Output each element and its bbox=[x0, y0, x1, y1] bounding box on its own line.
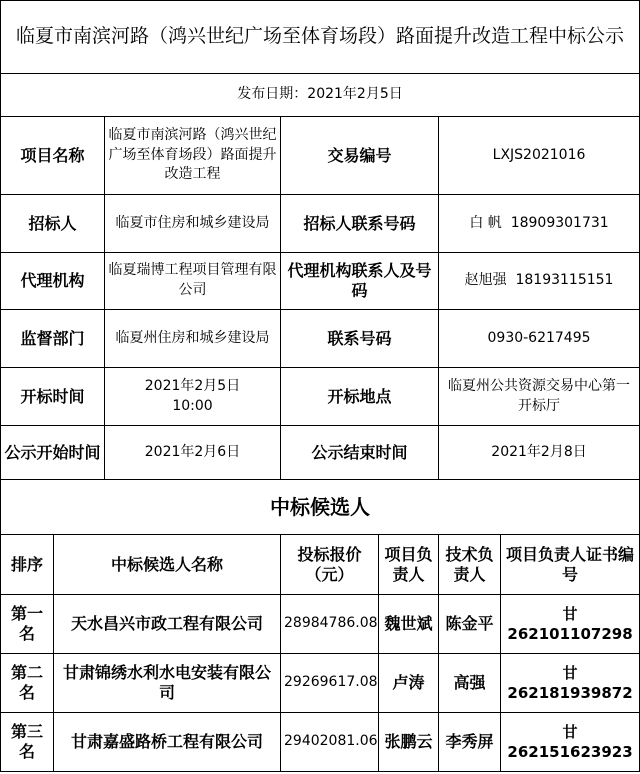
tenderer-label: 招标人 bbox=[1, 195, 105, 253]
open-time-label: 开标时间 bbox=[1, 368, 105, 426]
col-candidate-name: 中标候选人名称 bbox=[54, 535, 281, 595]
candidate-cert-text: 甘262101107298 bbox=[507, 605, 633, 643]
tenderer-value: 临夏市住房和城乡建设局 bbox=[105, 195, 281, 253]
publish-date: 发布日期：2021年2月5日 bbox=[1, 74, 640, 117]
agency-contact-label: 代理机构联系人及号码 bbox=[281, 253, 439, 310]
notice-start-label: 公示开始时间 bbox=[1, 426, 105, 480]
candidate-cert bbox=[501, 595, 640, 654]
tenderer-contact-label: 招标人联系号码 bbox=[281, 195, 439, 253]
candidate-pm: 张鹏云 bbox=[379, 713, 439, 772]
supervisor-label: 监督部门 bbox=[1, 310, 105, 368]
candidate-rank: 第一名 bbox=[1, 595, 54, 654]
trade-no-value: LXJS2021016 bbox=[439, 117, 640, 195]
col-project-manager: 项目负责人 bbox=[379, 535, 439, 595]
phone-label: 联系号码 bbox=[281, 310, 439, 368]
candidate-cert-text: 甘262181939872 bbox=[507, 664, 633, 702]
candidates-title: 中标候选人 bbox=[1, 480, 640, 535]
open-place-label: 开标地点 bbox=[281, 368, 439, 426]
trade-no-label: 交易编号 bbox=[281, 117, 439, 195]
agency-label: 代理机构 bbox=[1, 253, 105, 310]
notice-start-value: 2021年2月6日 bbox=[105, 426, 281, 480]
candidate-tech: 陈金平 bbox=[439, 595, 501, 654]
open-time-value: 2021年2月5日 10:00 bbox=[105, 368, 281, 426]
candidate-rank: 第二名 bbox=[1, 654, 54, 713]
candidate-tech: 高强 bbox=[439, 654, 501, 713]
candidate-cert bbox=[501, 713, 640, 772]
candidate-pm: 魏世斌 bbox=[379, 595, 439, 654]
project-name-value: 临夏市南滨河路（鸿兴世纪广场至体育场段）路面提升改造工程 bbox=[105, 117, 281, 195]
candidate-name: 甘肃嘉盛路桥工程有限公司 bbox=[54, 713, 281, 772]
candidate-tech: 李秀屏 bbox=[439, 713, 501, 772]
candidate-cert-text: 甘262151623923 bbox=[507, 723, 633, 761]
candidate-price: 28984786.08 bbox=[281, 595, 379, 654]
table-row bbox=[1, 654, 640, 713]
tenderer-contact-value: 白 帆 18909301731 bbox=[439, 195, 640, 253]
candidate-cert bbox=[501, 654, 640, 713]
col-bid-price: 投标报价（元） bbox=[281, 535, 379, 595]
phone-value: 0930-6217495 bbox=[439, 310, 640, 368]
supervisor-value: 临夏州住房和城乡建设局 bbox=[105, 310, 281, 368]
candidate-price: 29402081.06 bbox=[281, 713, 379, 772]
candidate-name: 甘肃锦绣水利水电安装有限公司 bbox=[54, 654, 281, 713]
project-name-label: 项目名称 bbox=[1, 117, 105, 195]
col-rank: 排序 bbox=[1, 535, 54, 595]
candidate-rank: 第三名 bbox=[1, 713, 54, 772]
candidate-price: 29269617.08 bbox=[281, 654, 379, 713]
agency-value: 临夏瑞博工程项目管理有限公司 bbox=[105, 253, 281, 310]
table-row bbox=[1, 713, 640, 772]
candidate-pm: 卢涛 bbox=[379, 654, 439, 713]
open-place-value: 临夏州公共资源交易中心第一开标厅 bbox=[439, 368, 640, 426]
candidate-name: 天水昌兴市政工程有限公司 bbox=[54, 595, 281, 654]
notice-end-label: 公示结束时间 bbox=[281, 426, 439, 480]
table-row bbox=[1, 595, 640, 654]
agency-contact-value: 赵旭强 18193115151 bbox=[439, 253, 640, 310]
col-tech-lead: 技术负责人 bbox=[439, 535, 501, 595]
col-cert-no: 项目负责人证书编号 bbox=[501, 535, 640, 595]
notice-end-value: 2021年2月8日 bbox=[439, 426, 640, 480]
page-title: 临夏市南滨河路（鸿兴世纪广场至体育场段）路面提升改造工程中标公示 bbox=[1, 1, 640, 74]
